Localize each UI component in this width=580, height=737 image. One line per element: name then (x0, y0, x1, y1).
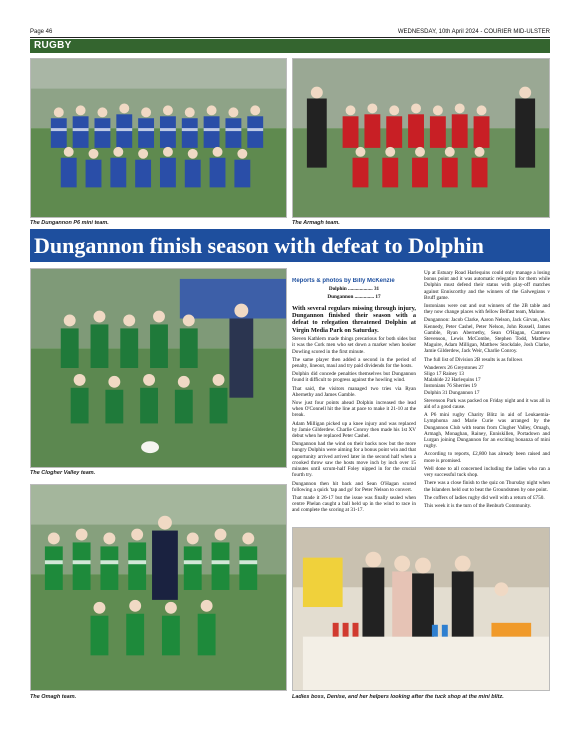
photo-dungannon-p6 (30, 58, 287, 218)
photo-tuck-shop (292, 527, 550, 691)
caption-tuck-shop: Ladies boss, Denise, and her helpers looking after the tuck shop at the mini blitz. (292, 694, 504, 700)
byline: Reports & photos by Billy McKenzie (292, 278, 395, 284)
paragraph: Now just four points ahead Dolphin increased the lead when O'Connell hit the line at pace to make it 21-10 at the break. (292, 400, 416, 419)
paragraph: Dolphin did concede penalties themselves but Dungannon found it difficult to progress against the howling wind. (292, 371, 416, 384)
section-title: RUGBY (34, 40, 72, 51)
photo-armagh (292, 58, 550, 218)
result-line: Sligo 17 Rainey 13 (424, 371, 464, 378)
caption-dungannon-p6: The Dungannon P6 mini team. (30, 220, 109, 226)
team-photo-illustration (31, 269, 286, 467)
paragraph: There was a close finish to the quiz on Thursday night when the Islanders held out to beat the Groundsmen by one point. (424, 480, 550, 493)
article-column-2 (424, 270, 550, 523)
paragraph: Up at Estuary Road Harlequins could only manage a losing bonus point and it was automatic relegation for them while Dolphin must defend their status with play-off matches against Enniscorthy and the winners of the Galwegians v Bruff game. (424, 270, 550, 301)
result-line: Malahide 22 Harlequins 17 (424, 377, 481, 384)
paragraph: This week it is the turn of the Benburb Community. (424, 502, 532, 509)
result-line: Wanderers 26 Greystones 27 (424, 364, 484, 371)
team-photo-illustration (293, 59, 549, 217)
paragraph: Instonians were out and out winners of the 2B table and they now change places with fellow Belfast team, Malone. (424, 303, 550, 316)
headline-banner (30, 229, 550, 262)
page-number: Page 46 (30, 29, 53, 35)
paragraph: The same player then added a second in the period of penalty, lineout, maul and try paid dividends for the hosts. (292, 356, 416, 370)
page-header (30, 27, 550, 37)
photo-clogher-valley (30, 268, 287, 468)
paragraph: Well done to all concerned including the ladies who ran a very successful tuck shop. (424, 465, 550, 479)
team-photo-illustration (31, 485, 286, 690)
photo-omagh (30, 484, 287, 691)
article-lede: With several regulars missing through injury, Dungannon finished their season with a defeat to relegation threatened Dolphin at Virgin Media Park on Saturday. (292, 304, 416, 334)
score-home: Dolphin ................... 31 (328, 286, 380, 293)
paragraph: A P6 mini rugby Charity Blitz in aid of Leukaemia-Lymphoma and Marie Curie was arranged by the Dungannon Club with teams from Clogher Valley, Omagh, Armagh, Monaghan, Rainey, Enniskillen, Portadown and Lurgan joining Dungannon for an exciting bonanza of mini rugby. (424, 412, 550, 450)
score-away: Dungannon ............... 17 (327, 294, 381, 301)
caption-armagh: The Armagh team. (292, 220, 340, 226)
team-photo-illustration (31, 59, 286, 217)
caption-omagh: The Omagh team. (30, 694, 77, 700)
paragraph: Dungannon had the wind on their backs now but the more hungry Dolphin were aiming for a bonus point win and that opportunity arrived arrived later in the second half when a crooked throw saw the hosts move inch by inch over 15 minutes until scrum-half Foley nipped in for the crucial fourth try. (292, 441, 416, 479)
team-list: Dungannon: Jacob Clarke, Aaron Nelson, Jack Girvan, Alex Kennedy, Peter Cashel, Peter Nelson, John Russell, James Gamble, Ryan Abernethy, Sean O'Hagan, Cameron Stevenson, Lewis McCombe, Stephen Todd, Matthew Maguire, Adam Milligan, Matthew Stockdale, Josh Clarke, Jamie Gilderdew, Jack Weir, Charlie Conroy. (424, 317, 550, 355)
paragraph: Adam Milligan picked up a knee injury and was replaced by Jamie Gilderdew. Charlie Conroy then made his 1st XV debut when he replaced Peter Cashel. (292, 420, 416, 440)
result-line: Dolphin 31 Dungannon 17 (424, 389, 480, 396)
tuck-shop-illustration (293, 528, 549, 690)
article-headline: Dungannon finish season with defeat to Dolphin (34, 233, 484, 258)
paragraph: That said, the visitors managed two tries via Ryan Abernethy and James Gamble. (292, 385, 416, 398)
paragraph: The coffers of ladies rugby did well with a return of £750. (424, 494, 545, 501)
article-column-1 (292, 278, 416, 523)
caption-clogher-valley: The Clogher Valley team. (30, 470, 96, 476)
dateline: WEDNESDAY, 10th April 2024 - COURIER MID-ULSTER (397, 29, 550, 35)
section-banner (30, 39, 550, 53)
paragraph: According to reports, £2,800 has already been raised and more is promised. (424, 451, 550, 464)
results-heading: The full list of Division 2B results is as follows (424, 356, 523, 363)
paragraph: Dungannon then hit back and Sean O'Hagan scored following a quick 'tap and go' for Peter Nelson to convert. (292, 480, 416, 493)
header-rule (30, 37, 550, 38)
paragraph: Steven Kathlern made things precarious for both sides but it was the Cork men who set down a marker when hooker Dowling scored in the first minute. (292, 336, 416, 355)
paragraph: Stevenson Park was packed on Friday night and it was all in aid of a good cause. (424, 397, 550, 411)
result-line: Instonians 76 Sherries 19 (424, 383, 477, 390)
paragraph: That made it 26-17 but the issue was finally sealed when centre Phelan caught a ball held up in the wind to race in and complete the scoring at 31-17. (292, 494, 416, 514)
